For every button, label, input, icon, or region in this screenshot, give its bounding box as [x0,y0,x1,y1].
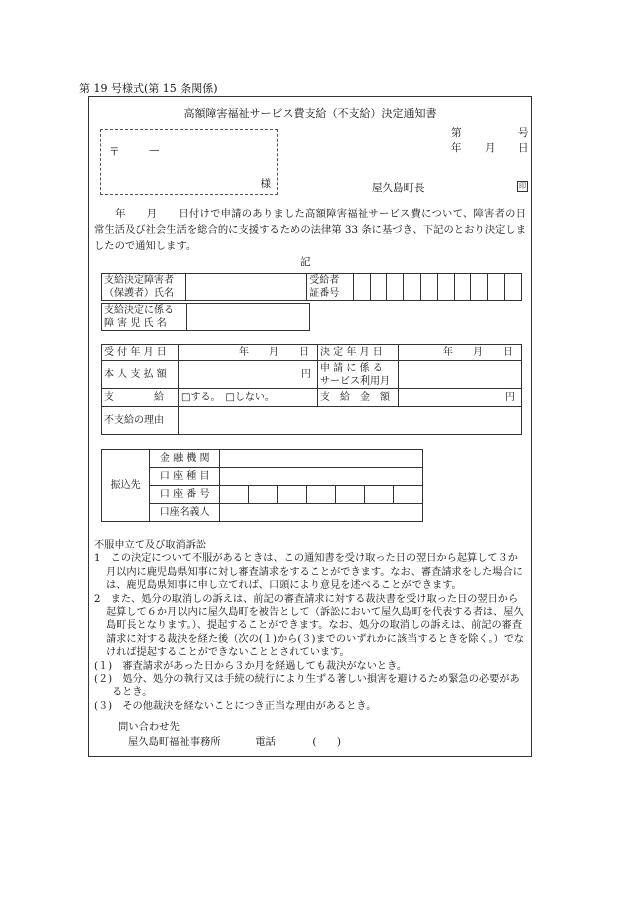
account-no-digit[interactable] [307,486,336,504]
ki-label: 記 [300,256,311,268]
subnote-3: (３) その他裁決を経ないことにつき正当な理由があるとき。 [94,700,377,712]
recipient-id-label: 受給者 証番号 [307,274,354,301]
body-text: 年 月 日付けで申請のありました高額障害福祉サービス費について、障害者の日常生活及び社会生活を総合的に支援するための法律第 33 条に基づき、下記のとおり決定しましたので通知します。 [94,208,526,252]
recipient-id-digit[interactable] [387,274,404,301]
recipient-id-digit[interactable] [471,274,488,301]
postal-mark: 〒 [109,146,120,158]
decision-date-label: 決 定 年 月 日 [318,345,399,361]
payment-yes-checkbox[interactable]: □する。 [181,392,216,403]
recipient-id-digit[interactable] [404,274,421,301]
recipient-id-digit[interactable] [488,274,505,301]
subnote-2: (２) 処分、処分の執行又は手続の続行により生ずる著しい損害を避けるため緊急の必要があるとき。 [94,674,520,699]
payment-amount-label: 支 給 金 額 [318,389,399,407]
recipient-id-digit[interactable] [370,274,387,301]
account-name-value[interactable] [220,504,423,522]
reason-value[interactable] [179,407,522,435]
note-2: 2 また、処分の取消しの訴えは、前記の審査請求に対する裁決書を受け取った日の翌日から起算して６か月以内に屋久島町を被告として（訴訟において屋久島町を代表する者は、屋久島町長となります。）、提起することができます。なお、処分の取消しの訴えは、前記の審査請求に対する裁決を経た後（次の(１)から(３)までのいずれかに該当するときを除く。）でなければ提起することができないこととされています。 [94,593,525,659]
recipient-id-digit[interactable] [454,274,471,301]
notes-heading: 不服申立て及び取消訴訟 [94,540,207,551]
contact-heading: 問い合わせ先 [118,721,180,733]
account-type-value[interactable] [220,468,423,486]
transfer-label: 振込先 [102,450,150,522]
account-no-digit[interactable] [220,486,249,504]
service-month-value[interactable] [399,361,522,389]
address-box [100,129,278,195]
payment-no-checkbox[interactable]: □しない。 [225,392,275,403]
account-no-digit[interactable] [278,486,307,504]
subnote-1: (１) 審査請求があった日から３か月を経過しても裁決がないとき。 [94,660,408,672]
issuer-seal: 印 [519,181,526,190]
appeal-notes [94,539,526,713]
received-date-value[interactable]: 年 月 日 [179,345,318,361]
account-no-digit[interactable] [336,486,365,504]
recipient-table [101,273,522,301]
payment-options [179,389,318,407]
child-label: 支給決定に係る 障 害 児 氏 名 [102,304,187,331]
doc-number-dai: 第 [451,127,462,139]
payment-label: 支 給 [102,389,179,407]
recipient-id-digit[interactable] [437,274,454,301]
account-no-label: 口 座 番 号 [150,486,220,504]
self-pay-value[interactable]: 円 [179,361,318,389]
form-number: 第 19 号様式(第 15 条関係) [79,82,218,95]
payment-amount-value[interactable]: 円 [399,389,522,407]
child-table [101,303,310,331]
decision-date-value[interactable]: 年 月 日 [399,345,522,361]
note-1: 1 この決定について不服があるときは、この通知書を受け取った日の翌日から起算して３か月以内に鹿児島県知事に対し審査請求をすることができます。なお、審査請求をした場合には、鹿児島県知事に申し立てれば、口頭により意見を述べることができます。 [94,553,523,592]
service-month-label: 申 請 に 係 る サービス利用月 [318,361,399,389]
date-month: 月 [485,142,496,154]
account-no-digit[interactable] [393,486,422,504]
account-type-label: 口 座 種 目 [150,468,220,486]
date-day: 日 [518,142,529,154]
bank-value[interactable] [220,450,423,468]
guardian-name-cell[interactable] [186,274,307,301]
sama-label: 様 [260,178,271,190]
bank-table [101,449,423,522]
postal-dash: — [149,144,160,156]
date-year: 年 [451,142,462,154]
recipient-id-digit[interactable] [421,274,438,301]
child-name-cell[interactable] [187,304,310,331]
document-title: 高額障害福祉サービス費支給（不支給）決定通知書 [183,107,437,120]
account-no-digit[interactable] [365,486,394,504]
doc-number-go: 号 [518,127,529,139]
reason-label: 不支給の理由 [102,407,179,435]
decision-table [101,344,522,435]
recipient-id-digit[interactable] [353,274,370,301]
account-no-digit[interactable] [249,486,278,504]
received-date-label: 受 付 年 月 日 [102,345,179,361]
self-pay-label: 本 人 支 払 額 [102,361,179,389]
recipient-id-digit[interactable] [505,274,522,301]
bank-label: 金 融 機 関 [150,450,220,468]
account-name-label: 口座名義人 [150,504,220,522]
contact-office: 屋久島町福祉事務所 [128,736,221,748]
issuer-name: 屋久島町長 [372,182,425,194]
contact-info [118,720,341,750]
guardian-label: 支給決定障害者 （保護者）氏名 [102,274,186,301]
contact-tel-paren: ( ) [312,736,342,748]
contact-tel-label: 電話 [255,736,276,748]
